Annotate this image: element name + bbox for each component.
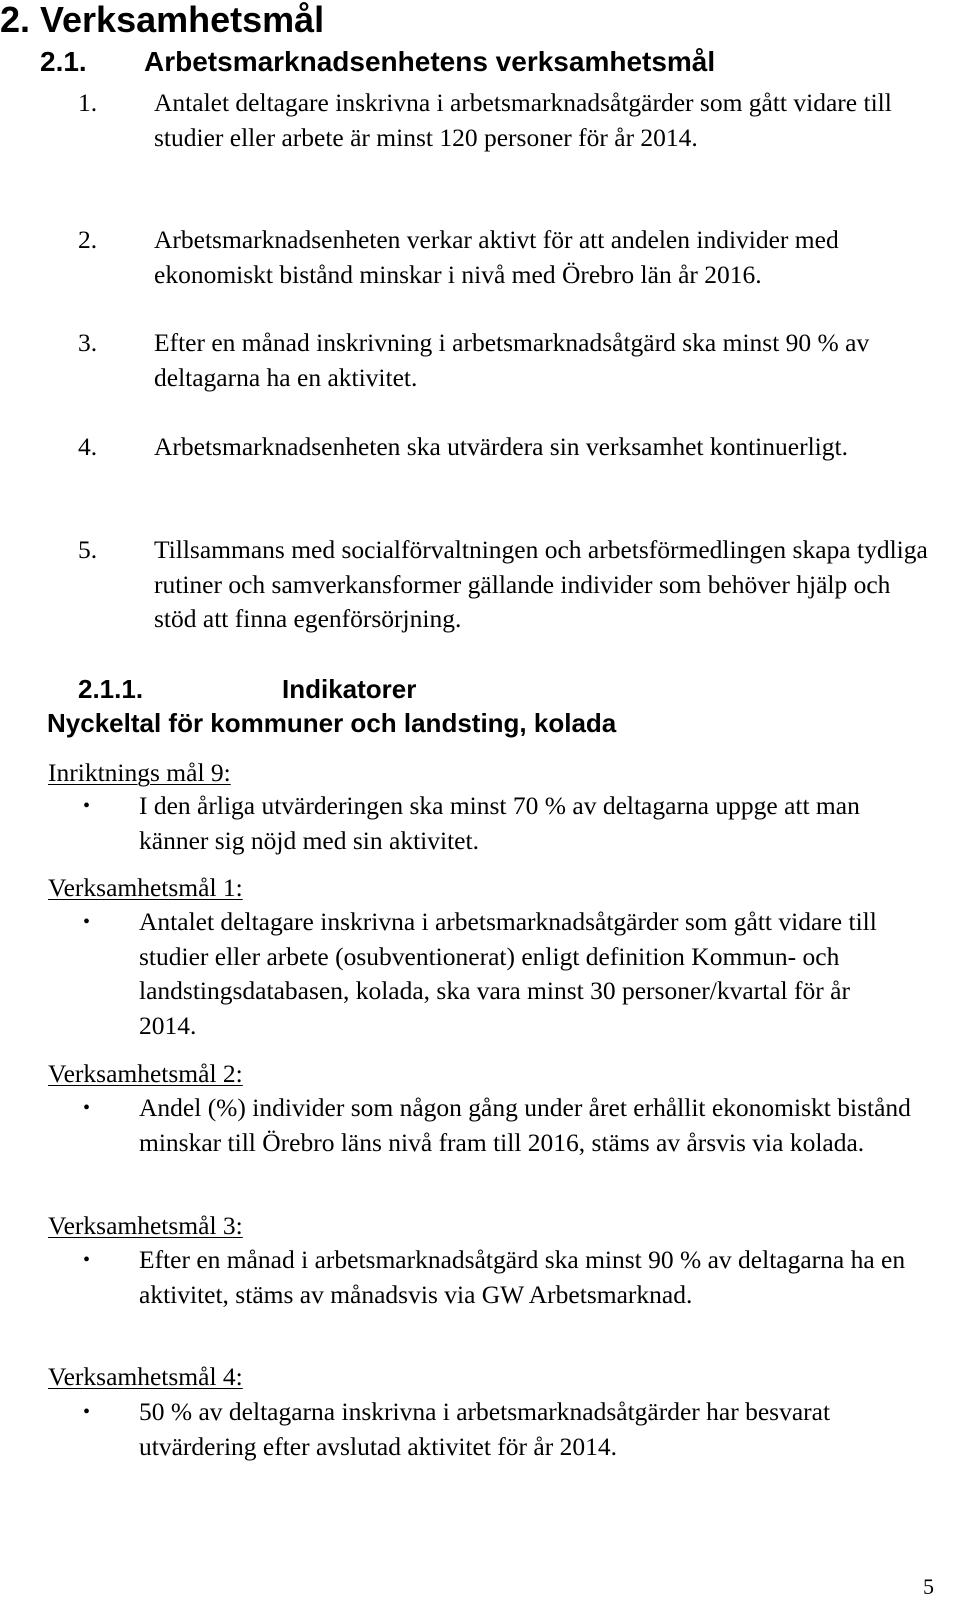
goal-item (78, 533, 938, 637)
indicator-bullet (83, 905, 913, 1043)
indicator-bullet (83, 1091, 913, 1160)
sub-subsection-heading (78, 672, 416, 706)
indicator-text: 50 % av deltagarna inskrivna i arbetsmarknadsåtgärder har besvarat utvärdering efter avslutad aktivitet för år 2014. (139, 1397, 831, 1461)
section-heading (0, 0, 324, 40)
page-number: 5 (923, 1574, 934, 1599)
bullet-icon: • (83, 1097, 91, 1119)
indicator-label: Verksamhetsmål 4: (48, 1362, 243, 1391)
indicator-bullet (83, 1395, 913, 1464)
sub-subsection-title: Indikatorer (282, 674, 417, 704)
indicator-bullet (83, 1243, 913, 1312)
subsection-heading (40, 44, 715, 80)
goal-text: Arbetsmarknadsenheten verkar aktivt för att andelen individer med ekonomiskt bistånd minskar i nivå med Örebro län år 2016. (154, 225, 839, 289)
section-number: 2. (0, 0, 31, 40)
indicator-label: Verksamhetsmål 1: (48, 873, 243, 902)
goal-text: Arbetsmarknadsenheten ska utvärdera sin verksamhet kontinuerligt. (154, 432, 848, 461)
kolada-heading: Nyckeltal för kommuner och landsting, kolada (47, 708, 617, 738)
goal-item (78, 430, 938, 465)
goal-item (78, 86, 938, 155)
goal-text: Tillsammans med socialförvaltningen och arbetsförmedlingen skapa tydliga rutiner och samverkansformer gällande individer som behöver hjälp och stöd att finna egenförsörjning. (154, 535, 928, 633)
subsection-title: Arbetsmarknadsenhetens verksamhetsmål (144, 46, 716, 77)
goal-number: 2. (78, 225, 98, 254)
indicator-bullet (83, 789, 913, 858)
section-title: Verksamhetsmål (40, 0, 325, 40)
indicator-label: Inriktnings mål 9: (48, 758, 231, 787)
subsection-number: 2.1. (40, 46, 87, 77)
indicator-label: Verksamhetsmål 3: (48, 1211, 243, 1240)
goal-text: Antalet deltagare inskrivna i arbetsmarknadsåtgärder som gått vidare till studier eller arbete är minst 120 personer för år 2014. (154, 88, 892, 152)
bullet-icon: • (83, 1401, 91, 1423)
indicator-text: I den årliga utvärderingen ska minst 70 % av deltagarna uppge att man känner sig nöjd med sin aktivitet. (139, 791, 860, 855)
sub-subsection-number: 2.1.1. (78, 674, 144, 704)
bullet-icon: • (83, 1249, 91, 1271)
goal-number: 1. (78, 88, 98, 117)
indicator-text: Efter en månad i arbetsmarknadsåtgärd ska minst 90 % av deltagarna ha en aktivitet, stäms av månadsvis via GW Arbetsmarknad. (139, 1245, 906, 1309)
indicator-label: Verksamhetsmål 2: (48, 1059, 243, 1088)
goal-item (78, 326, 938, 395)
indicator-text: Andel (%) individer som någon gång under året erhållit ekonomiskt bistånd minskar till Örebro läns nivå fram till 2016, stäms av årsvis via kolada. (139, 1093, 911, 1157)
goal-text: Efter en månad inskrivning i arbetsmarknadsåtgärd ska minst 90 % av deltagarna ha en aktivitet. (154, 328, 870, 392)
bullet-icon: • (83, 795, 91, 817)
goal-item (78, 223, 938, 292)
bullet-icon: • (83, 911, 91, 933)
indicator-text: Antalet deltagare inskrivna i arbetsmarknadsåtgärder som gått vidare till studier eller arbete (osubventionerat) enligt definition Kommun- och landstingsdatabasen, kolada, ska vara minst 30 personer/kvartal för år 2014. (139, 907, 877, 1040)
goal-number: 3. (78, 328, 98, 357)
goal-number: 5. (78, 535, 98, 564)
goal-number: 4. (78, 432, 98, 461)
